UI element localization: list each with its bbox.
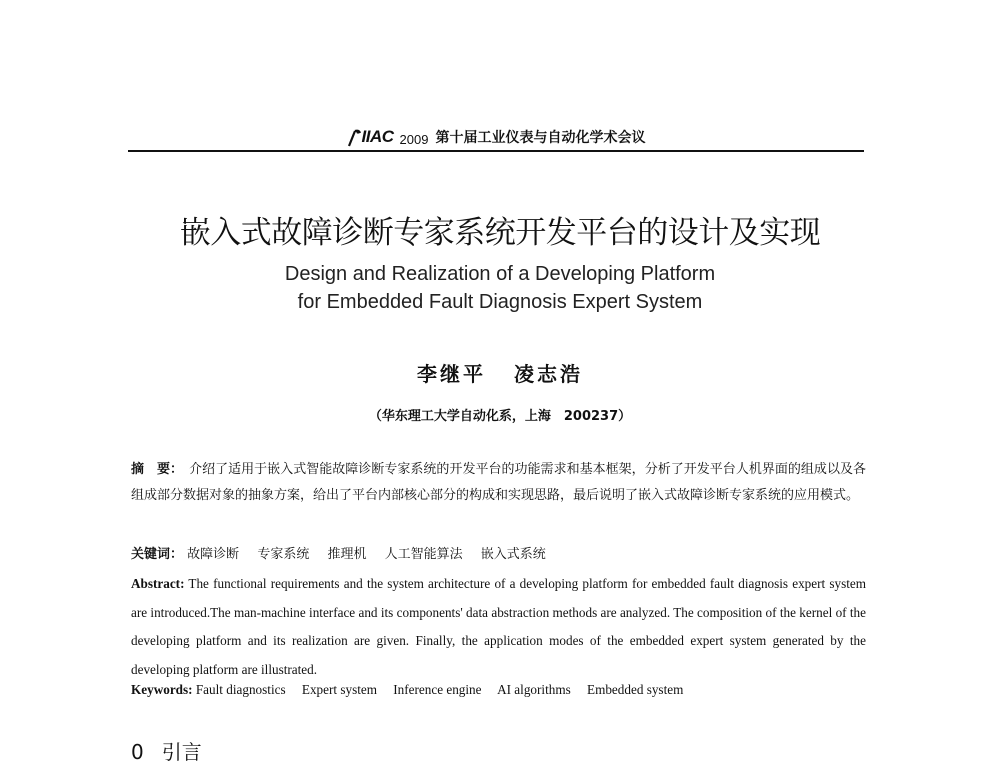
keyword-chinese: 嵌入式系统 — [480, 547, 546, 562]
section-title: 引言 — [161, 740, 202, 764]
abstract-chinese-text: 介绍了适用于嵌入式智能故障诊断专家系统的开发平台的功能需求和基本框架，分析了开发平台人机界面的组成以及各组成部分数据对象的抽象方案，给出了平台内部核心部分的构成和实现思路，最后说明了嵌入式故障诊断专家系统的应用模式。 — [131, 462, 866, 503]
keywords-chinese-label: 关键词： — [131, 547, 184, 562]
keywords-chinese — [131, 543, 866, 562]
section-heading — [131, 736, 202, 765]
running-header — [128, 124, 864, 152]
author-name: 凌志浩 — [514, 362, 583, 386]
keyword-english: Embedded system — [587, 682, 684, 697]
abstract-english-text: The functional requirements and the system architecture of a developing platform for embedded fault diagnosis expert system are introduced.The man-machine interface and its components' data abstraction methods are analyzed. The composition of the kernel of the developing platform and its realization are given. Finally, the application modes of the embedded expert system generated by the developing platform are illustrated. — [131, 576, 866, 677]
abstract-chinese-label: 摘 要： — [131, 462, 184, 477]
author-list — [0, 358, 1000, 387]
keyword-english: Expert system — [301, 682, 377, 697]
logo-text: IIAC — [361, 127, 394, 146]
conference-year: 2009 — [399, 132, 429, 147]
conference-logo — [347, 127, 394, 147]
abstract-chinese — [131, 457, 866, 509]
keyword-english: Fault diagnostics — [195, 682, 286, 697]
abstract-english-label: Abstract: — [131, 576, 185, 591]
keyword-english: Inference engine — [393, 682, 482, 697]
section-number: 0 — [131, 740, 144, 764]
affiliation: （华东理工大学自动化系，上海 200237） — [368, 409, 632, 424]
keyword-chinese: 人工智能算法 — [384, 547, 463, 562]
title-english-line2: for Embedded Fault Diagnosis Expert System — [297, 291, 703, 313]
conference-name: 第十届工业仪表与自动化学术会议 — [435, 130, 646, 146]
title-chinese: 嵌入式故障诊断专家系统开发平台的设计及实现 — [179, 215, 821, 251]
keyword-chinese: 专家系统 — [257, 547, 310, 562]
keywords-english-label: Keywords: — [131, 682, 193, 697]
keywords-english — [131, 682, 866, 698]
keyword-chinese: 故障诊断 — [187, 547, 240, 562]
logo-swoosh-icon — [347, 129, 361, 147]
keyword-english: AI algorithms — [497, 682, 571, 697]
keyword-chinese: 推理机 — [327, 547, 367, 562]
author-name: 李继平 — [417, 362, 486, 386]
title-english-line1: Design and Realization of a Developing Platform — [284, 263, 716, 285]
abstract-english — [131, 570, 866, 684]
